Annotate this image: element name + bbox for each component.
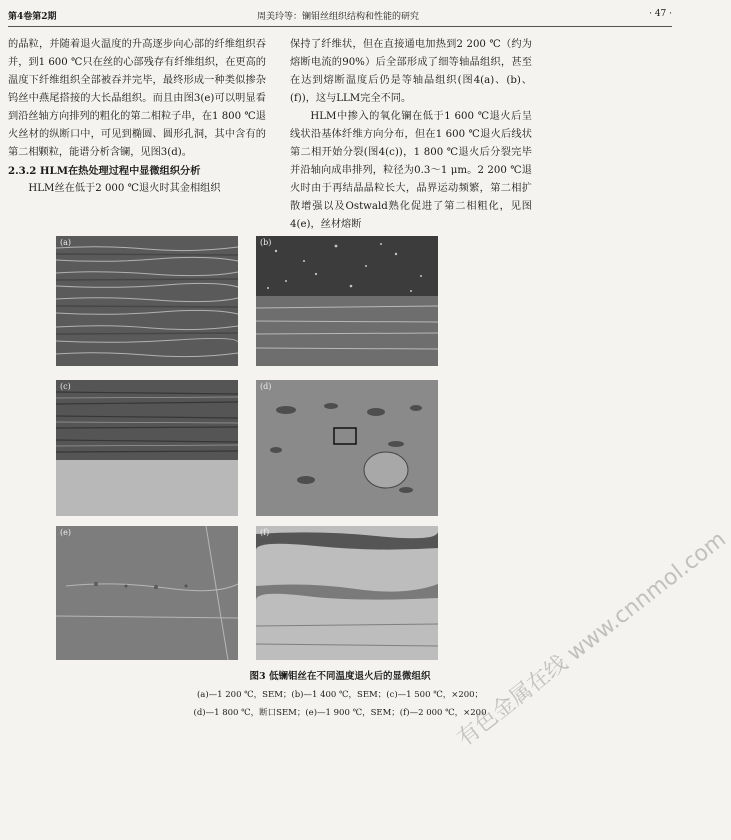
- right-paragraph-2: HLM中掺入的氧化镧在低于1 600 ℃退火后呈线状沿基体纤维方向分布，但在1 600 ℃退火后线状第二相开始分裂(图4(c))，1 800 ℃退火后分裂完毕并沿轴向成串排列，粒径为0.3～1 μm。2 200 ℃退火时由于再结晶晶粒长大，晶界运动频繁，第二相扩散增强以及Ostwald熟化促进了第二相粗化，见图4(e)，丝材熔断: [290, 111, 532, 230]
- panel-label-d: (d): [260, 382, 272, 391]
- micrograph-e-image: [56, 526, 238, 660]
- left-column: [8, 36, 266, 198]
- figure-caption-title: 图3 低镧钼丝在不同温度退火后的显微组织: [249, 671, 431, 682]
- running-title: 周美玲等：镧钼丝组织结构和性能的研究: [256, 12, 419, 22]
- left-paragraph-1: 的晶粒，并随着退火温度的升高逐步向心部的纤维组织吞并，到1 600 ℃只在丝的心部残存有纤维组织，在更高的温度下纤维组织全部被吞并完毕，最终形成一种类似掺杂钨丝中燕尾搭接的大长晶组织。而且由图3(e)可以明显看到沿丝轴方向排列的粗化的第二相粒子串，在1 800 ℃退火丝材的纵断口中，可见到椭圆、圆形孔洞，其中含有的第二相颗粒，能谱分析含镧，见图3(d)。: [8, 39, 266, 158]
- micrograph-panel-d: [256, 380, 438, 516]
- page-number: · 47 ·: [649, 9, 672, 19]
- micrograph-d-image: [256, 380, 438, 516]
- micrograph-panel-a: [56, 236, 238, 366]
- watermark: 有色金属在线 www.cnnmol.com: [453, 526, 731, 752]
- figure-caption-line-2: (d)—1 800 ℃，断口SEM；(e)—1 900 ℃，SEM；(f)—2 000 ℃，×200: [193, 708, 487, 718]
- left-paragraph-2: HLM丝在低于2 000 ℃退火时其金相组织: [28, 183, 221, 194]
- figure-3: [56, 236, 470, 660]
- micrograph-panel-f: [256, 526, 438, 660]
- micrograph-c-image: [56, 380, 238, 516]
- figure-caption-line-1: (a)—1 200 ℃，SEM；(b)—1 400 ℃，SEM；(c)—1 500 ℃，×200；: [196, 690, 484, 700]
- micrograph-a-image: [56, 236, 238, 366]
- panel-label-e: (e): [60, 528, 71, 537]
- right-paragraph-1: 保持了纤维状，但在直接通电加热到2 200 ℃（约为熔断电流的90%）后全部形成了细等轴晶组织，甚至在达到熔断温度后仍是等轴晶组织(图4(a)、(b)、(f))，这与LLM完全不同。: [290, 39, 532, 104]
- right-column: [290, 36, 532, 234]
- panel-label-b: (b): [260, 238, 272, 247]
- micrograph-panel-e: [56, 526, 238, 660]
- micrograph-f-image: [256, 526, 438, 660]
- panel-label-f: (f): [260, 528, 270, 537]
- panel-label-a: (a): [60, 238, 72, 247]
- micrograph-panel-b: [256, 236, 438, 366]
- micrograph-panel-c: [56, 380, 238, 516]
- section-heading-2-3-2: 2.3.2 HLM在热处理过程中显微组织分析: [8, 165, 201, 177]
- micrograph-b-image: [256, 236, 438, 366]
- journal-volume: 第4卷第2期: [8, 12, 57, 22]
- page-header: [8, 6, 672, 27]
- panel-label-c: (c): [60, 382, 71, 391]
